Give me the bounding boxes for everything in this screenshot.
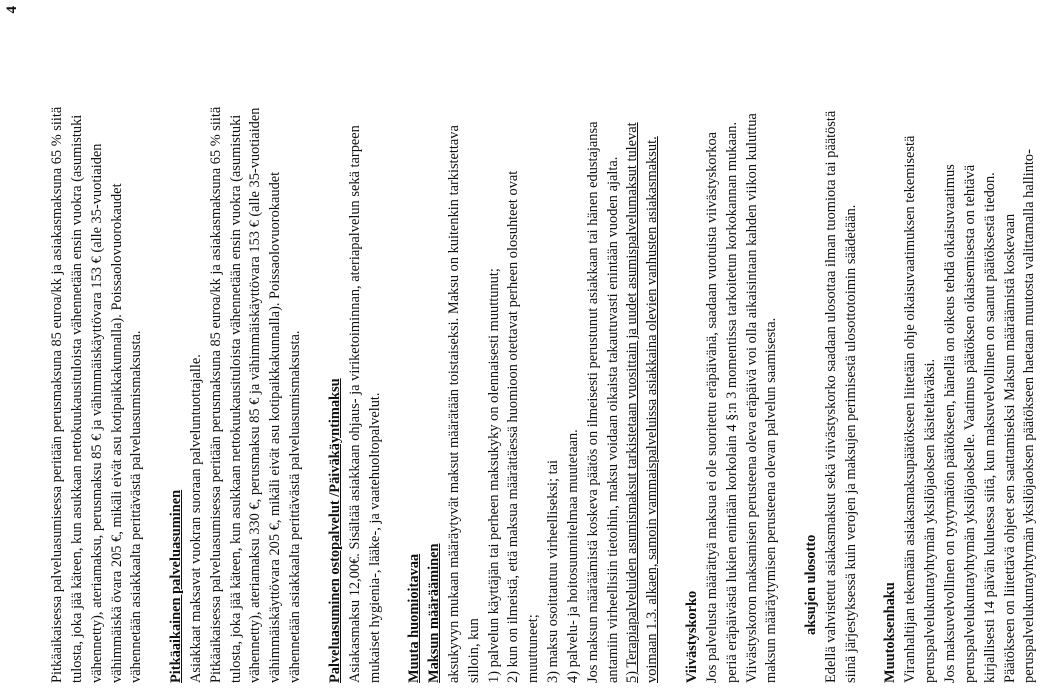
text-line: Päätökseen on liitettävä ohjeet sen saattamiseksi Maksun määräämistä koskevaan	[1001, 213, 1018, 683]
paragraph-long-term-housing	[187, 21, 306, 683]
text-line: maksun määräytymisen perusteena olevan palvelun saamisesta.	[763, 317, 780, 683]
underlined-text-line: 5) Terapiapalveluiden asumismaksut tarkistetaan vuosittain ja uudet asumispalvelumaksut tulevat	[624, 122, 641, 683]
text-line: 3) maksu osoittautuu virheelliseksi; tai	[545, 459, 562, 683]
section-heading-late-interest: Viivästyskorko	[684, 590, 700, 683]
text-line: periä eräpäivästä lukien enintään korkolain 4 §:n 3 momentissa tarkoitetun korkokannan mukaan.	[723, 121, 740, 683]
text-line: 1) palvelun käyttäjän tai perheen maksukyky on olennaisesti muuttunut;	[485, 268, 502, 683]
text-line: Edellä vahvistetut asiakasmaksut sekä viivästyskorko saadaan ulosottaa ilman tuomiota tai päätöstä	[822, 110, 839, 683]
paragraph-fee-determination	[445, 21, 663, 683]
text-line: kirjallisesti 14 päivän kuluessa siitä, kun maksuvelvollinen on saanut päätöksestä tiedon.	[981, 172, 998, 683]
text-line: vähennetään asiakkaalta perittävästä palveluasumismaksusta.	[287, 330, 304, 683]
underlined-text-line: voimaan 1.3. alkaen, samoin vammaispalveluissa asiakkaina olevien vanhusten asiakasmaksut.	[644, 136, 661, 683]
text-line: vähennetty), ateriamaksu 330 €, perusmaksu 85 € ja vähimmäiskäyttövara 153 € (alle 35-vuotiaiden	[247, 107, 264, 683]
paragraph-late-interest	[703, 21, 782, 683]
text-line: peruspalvelukuntayhtymän yksilöjaokselle. Vaatimus päätöksen oikaisemisesta on tehtävä	[961, 164, 978, 683]
text-line: 2) kun on ilmeistä, että maksua määrättäessä huomioon otettavat perheen olosuhteet ovat	[505, 170, 522, 683]
paragraph-appeal	[901, 21, 1040, 683]
text-line: Jos maksun määräämistä koskeva päätös on ilmeisesti perustunut asiakkaan tai hänen edustajansa	[584, 121, 601, 683]
text-line: siinä järjestyksessä kuin verojen ja maksujen perimisestä ulosottotoimin säädetään.	[842, 204, 859, 683]
section-heading-fee-determination: Maksun määrääminen	[426, 543, 443, 683]
section-heading-collection: aksujen ulosotto	[803, 534, 820, 635]
text-line: aksukyvyn mukaan määräytyvät maksut määrätään toistaiseksi. Maksu on kuitenkin tarkistettava	[445, 125, 462, 683]
text-line: silloin, kun	[465, 618, 482, 683]
paragraph-intro	[48, 21, 147, 683]
text-line: Jos palvelusta määrättyä maksua ei ole suoritettu eräpäivänä, saadaan vuotuista viivästyskorkoa	[703, 131, 720, 683]
page-number: 4	[4, 6, 20, 14]
section-heading-long-term-housing: Pitkäaikainen palveluasuminen	[168, 489, 185, 683]
text-line: Jos maksuvelvollinen on tyytymätön päätökseen, hänellä on oikeus tehdä oikaisuvaatimus	[941, 164, 958, 683]
text-line: tulosta, joka jää käteen, kun asukkaan nettokuukausituloista vähennetään ensin vuokra (asumistuki	[227, 114, 244, 683]
text-line: muuttuneet;	[525, 614, 542, 683]
text-line: 4) palvelu- ja hoitosuunnitelmaa muutetaan.	[564, 429, 581, 683]
text-line: Viivästyskoron maksamisen perusteena oleva eräpäivä voi olla aikaisintaan kahden viikon kuluttua	[743, 113, 760, 683]
text-line: vähimmäiskä övara 205 €, mikäli eivät asu kotipaikkakunnalla). Poissaolovuorokaudet	[108, 183, 125, 683]
text-line: mukaiset hygienia-, lääke-, ja vaatehuoltopalvelut.	[366, 392, 383, 683]
text-line: Viranhaltijan tekemään asiakasmaksupäätökseen liitetään ohje oikaisuvaatimuksen tekemisestä	[902, 135, 919, 683]
paragraph-collection	[822, 21, 862, 683]
text-line: tulosta, joka jää käteen, kun asukkaan nettokuukausituloista vähennetään ensin vuokra (asumistuki	[68, 114, 85, 683]
text-line: peruspalvelukuntayhtymän yksilöjaoksen päätökseen haetaan muutosta valittamalla hallinto-	[1021, 149, 1038, 683]
text-line: vähimmäiskäyttövara 205 €, mikäli eivät asu kotipaikkakunnalla). Poissaolovuorokaudet	[267, 171, 284, 683]
section-heading-other-notes: Muuta huomioitavaa	[406, 553, 423, 683]
text-line: vähennetään asiakkaalta perittävästä palveluasumismaksusta.	[128, 330, 145, 683]
text-line: vähennetty), ateriamaksu, perusmaksu 85 € ja vähimmäiskäyttövara 153 € (alle 35-vuotiaiden	[88, 143, 105, 683]
text-line: Pitkäaikaisessa palveluasumisessa peritään perusmaksuna 85 euroa/kk ja asiakasmaksuna 65 % siitä	[207, 106, 224, 683]
section-heading-appeal: Muutoksenhaku	[882, 582, 899, 683]
document-body	[48, 21, 1040, 683]
text-line: Asiakkaat maksavat vuokran suoraan palveluntuottajalle.	[187, 354, 204, 683]
text-line: Asiakasmaksu 12,00€. Sisältää asiakkaan ohjaus- ja viriketoiminnan, ateriapalvelun sekä tarpeen	[346, 125, 363, 683]
section-heading-day-visit-fee: Palveluasuminen ostopalvelut /Päiväkäyntimaksu	[326, 378, 343, 683]
paragraph-day-visit-fee	[346, 21, 386, 683]
text-line: antamiin virheellisiin tietoihin, maksu voidaan oikaista takautuvasti enintään vuoden ajalta.	[604, 156, 621, 683]
text-line: peruspalvelukuntayhtymän yksilöjaoksen käsiteltäväksi.	[922, 358, 939, 683]
text-line: Pitkäaikaisessa palveluasumisessa peritään perusmaksuna 85 euroa/kk ja asiakasmaksuna 65 % siitä	[49, 106, 65, 683]
